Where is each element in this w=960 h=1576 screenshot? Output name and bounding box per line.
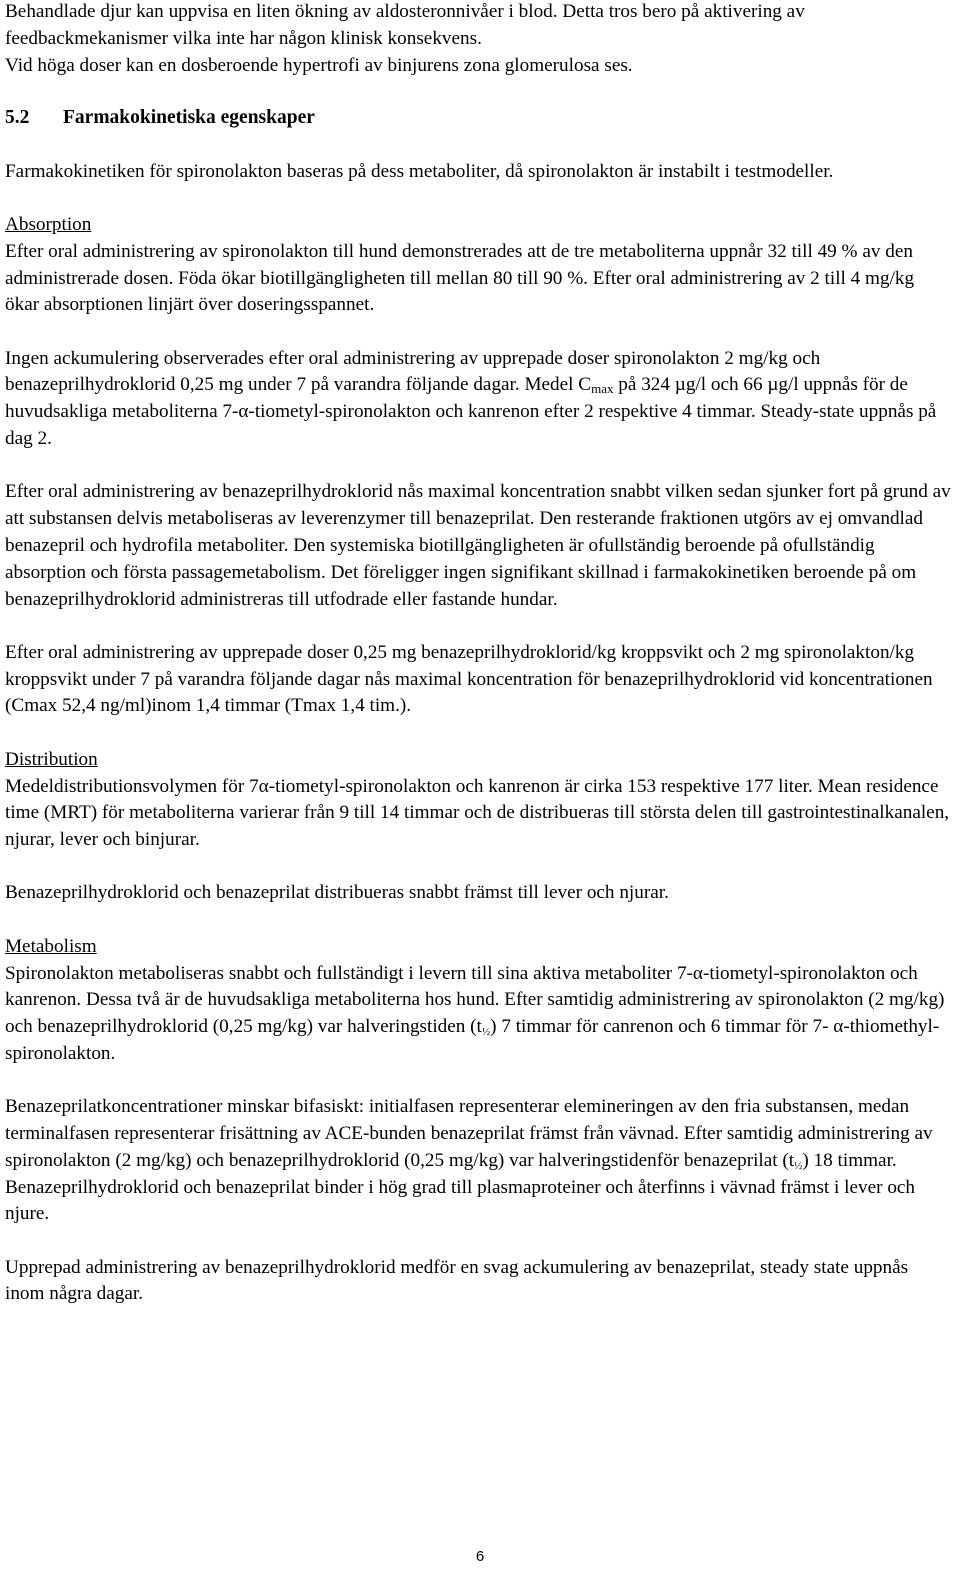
metabolism-p1-text-a: Spironolakton metaboliseras snabbt och fullständigt i levern till sina aktiva metaboliter 7-α-tiometyl-spironolakton och kanrenon. Dessa två är de huvudsakliga metaboliterna hos hund. Efter samtidig administrering av spironolakton (2 mg/kg) och benazeprilhydroklorid (0,25 mg/kg) var halveringstiden (t: [5, 962, 945, 1038]
distribution-paragraph-2: Benazeprilhydroklorid och benazeprilat distribueras snabbt främst till lever och njurar.: [5, 882, 669, 904]
half-life-subscript: ½: [481, 1026, 491, 1039]
metabolism-p2-text-b: ) 18 timmar. Benazeprilhydroklorid och benazeprilat binder i hög grad till plasmaproteiner och återfinns i vävnad främst i lever och njure.: [5, 1149, 916, 1225]
half-life-subscript-2: ½: [794, 1159, 803, 1172]
section-title: Farmakokinetiska egenskaper: [63, 107, 315, 129]
absorption-paragraph-2: [5, 346, 952, 453]
metabolism-paragraph-3: Upprepad administrering av benazeprilhydroklorid medför en svag ackumulering av benazeprilat, steady state uppnås inom några dagar.: [5, 1256, 909, 1305]
metabolism-p1-text-b: ) 7 timmar för canrenon och 6 timmar för 7- α-thiomethyl-spironolakton.: [5, 1016, 940, 1064]
intro-paragraph: [5, 0, 952, 79]
intro-line-1: Behandlade djur kan uppvisa en liten ökning av aldosteronnivåer i blod. Detta tros bero på aktivering av feedbackmekanismer vilka inte har någon klinisk konsekvens.: [5, 1, 805, 49]
distribution-heading-block: [5, 747, 952, 774]
absorption-p2-text-a: Ingen ackumulering observerades efter oral administrering av upprepade doser spironolakton 2 mg/kg och benazeprilhydroklorid 0,25 mg under 7 på varandra följande dagar. Medel C: [5, 347, 821, 396]
section-number: 5.2: [5, 107, 30, 129]
absorption-paragraph-4: Efter oral administrering av upprepade doser 0,25 mg benazeprilhydroklorid/kg kroppsvikt och 2 mg spironolakton/kg kroppsvikt under 7 på varandra följande dagar nås maximal koncentration för benazeprilhydroklorid vid koncentrationen (Cmax 52,4 ng/ml)inom 1,4 timmar (Tmax 1,4 tim.).: [5, 641, 933, 717]
intro-line-2: Vid höga doser kan en dosberoende hypertrofi av binjurens zona glomerulosa ses.: [5, 54, 633, 76]
distribution-paragraph-1: Medeldistributionsvolymen för 7α-tiometyl-spironolakton och kanrenon är cirka 153 respektive 177 liter. Mean residence time (MRT) för metaboliterna varierar från 9 till 14 timmar och de distribueras till största delen till gastrointestinalkanalen, njurar, lever och binjurar.: [5, 775, 950, 851]
metabolism-heading: Metabolism: [5, 935, 97, 957]
metabolism-p2-text-a: Benazeprilatkoncentrationer minskar bifasiskt: initialfasen representerar elemineringen av den fria substansen, medan terminalfasen representerar frisättning av ACE-bunden benazeprilat främst från vävnad. Efter samtidig administrering av spironolakton (2 mg/kg) och benazeprilhydroklorid (0,25 mg/kg) var halveringstidenför benazeprilat (t: [5, 1096, 933, 1171]
cmax-subscript: max: [591, 381, 614, 397]
absorption-heading-block: [5, 212, 952, 239]
section-intro: Farmakokinetiken för spironolakton baseras på dess metaboliter, då spironolakton är instabilt i testmodeller.: [5, 160, 834, 182]
absorption-paragraph-3: Efter oral administrering av benazeprilhydroklorid nås maximal koncentration snabbt vilken sedan sjunker fort på grund av att substansen delvis metaboliseras av leverenzymer till benazeprilat. Den resterande fraktionen utgörs av ej omvandlad benazepril och hydrofila metaboliter. Den systemiska biotillgängligheten är ofullständig beroende på ofullständig absorption och första passagemetabolism. Det föreligger ingen signifikant skillnad i farmakokinetiken beroende på om benazeprilhydroklorid administreras till utfodrade eller fastande hundar.: [5, 481, 951, 610]
absorption-heading: Absorption: [5, 213, 92, 235]
page-number: 6: [475, 1548, 485, 1565]
metabolism-paragraph-2: [5, 1094, 952, 1228]
metabolism-paragraph-1: [5, 961, 952, 1068]
absorption-p2-text-b: på 324 µg/l och 66 µg/l uppnås för de huvudsakliga metaboliterna 7-α-tiometyl-spironolakton och kanrenon efter 2 respektive 4 timmar. Steady-state uppnås på dag 2.: [5, 374, 937, 450]
distribution-heading: Distribution: [5, 748, 98, 770]
absorption-paragraph-1: Efter oral administrering av spironolakton till hund demonstrerades att de tre metaboliterna uppnår 32 till 49 % av den administrerade dosen. Föda ökar biotillgängligheten till mellan 80 till 90 %. Efter oral administrering av 2 till 4 mg/kg ökar absorptionen linjärt över doseringsspannet.: [5, 240, 915, 316]
section-heading: [5, 105, 952, 132]
metabolism-heading-block: [5, 934, 952, 961]
